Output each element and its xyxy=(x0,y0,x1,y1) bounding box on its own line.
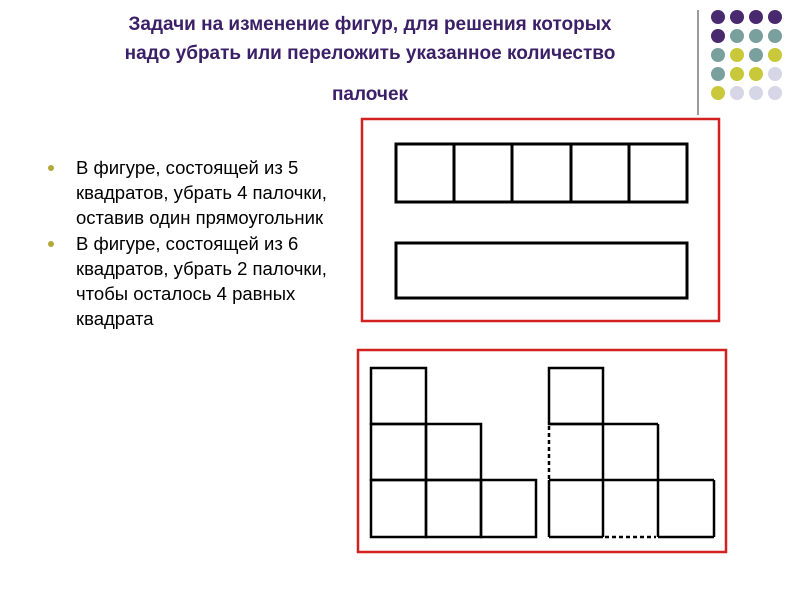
four-squares-answer-figure xyxy=(549,368,714,537)
top-figure-frame xyxy=(362,119,719,321)
task-text-1: В фигуре, состоящей из 5 квадратов, убрать 4 палочки, оставив один прямоугольник xyxy=(76,157,327,228)
five-squares-figure xyxy=(396,144,687,202)
bottom-figure-frame xyxy=(358,350,726,552)
task-text-2: В фигуре, состоящей из 6 квадратов, убрать 2 палочки, чтобы осталось 4 равных квадрата xyxy=(76,233,327,329)
six-squares-figure xyxy=(371,368,536,537)
title-line-2: надо убрать или переложить указанное количество xyxy=(124,43,616,64)
title-line-3: палочек xyxy=(331,84,409,105)
rectangle-answer-figure xyxy=(396,243,687,298)
title-line-1: Задачи на изменение фигур, для решения которых xyxy=(128,14,612,35)
